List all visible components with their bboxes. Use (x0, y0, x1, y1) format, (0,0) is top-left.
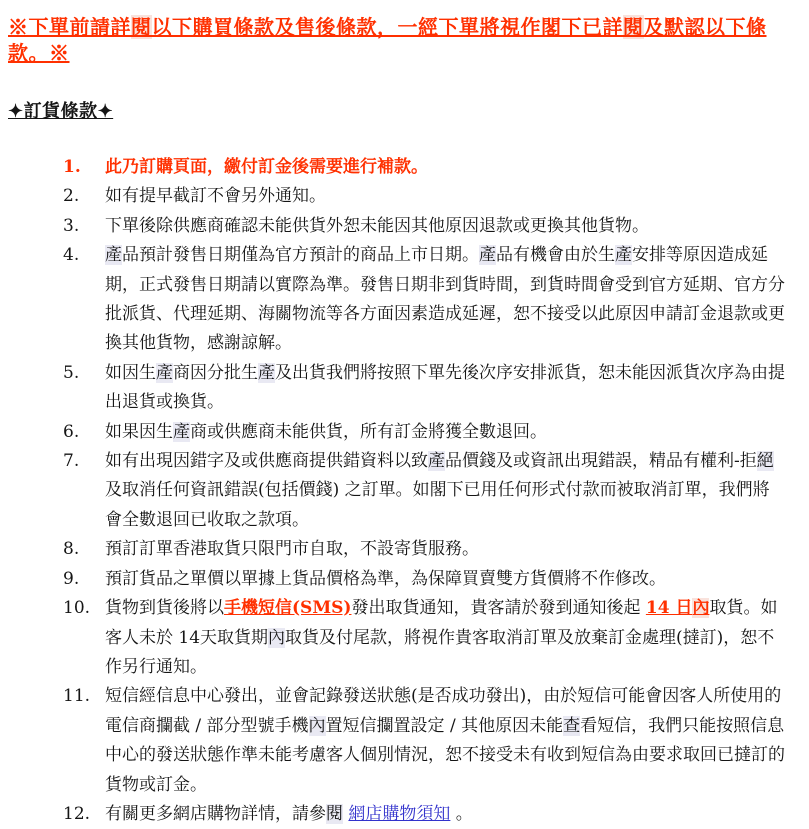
text-segment: 有關更多網店購物詳情，請參 (105, 803, 326, 824)
term-item-12 (8, 800, 799, 829)
text-segment: 如有出現因錯字及或供應商提供錯資料以致 (105, 451, 428, 472)
term-text (105, 422, 547, 442)
text-segment: 如因生 (105, 362, 156, 383)
text-segment: 品預計發售日期僅為官方預計的商品上市日期。 (122, 245, 479, 266)
text-segment: 產 (479, 245, 496, 266)
text-segment: 取貨。如客人未於 14天取貨期 (105, 598, 778, 648)
term-text (105, 598, 777, 677)
text-segment: 置短信攔置設定 / 其他原因未能 (325, 715, 564, 736)
term-number: 5. (63, 362, 80, 383)
term-text (105, 216, 649, 236)
text-segment: 查 (563, 715, 581, 736)
term-item-7 (8, 447, 799, 535)
term-item-6 (8, 418, 799, 447)
term-item-1 (8, 153, 799, 182)
text-segment: 產 (258, 362, 275, 383)
text-segment: 內 (268, 627, 286, 648)
text-segment: 產 (105, 245, 122, 266)
term-number: 2. (63, 186, 80, 207)
term-text (105, 157, 428, 177)
text-segment: 取貨及付尾款，將視作貴客取消訂單及放棄訂金處理(撻訂)，恕不作另行通知。 (105, 627, 775, 677)
term-text (105, 245, 785, 353)
term-number: 4. (63, 245, 80, 266)
text-segment: 及默認以下條款。※ (8, 15, 767, 65)
text-segment: 及取消任何資訊錯誤(包括價錢) 之訂單。如閣下已用任何形式付款而被取消訂單，我們將會全數退回已收取之款項。 (105, 480, 770, 530)
text-segment: 安排等原因造成延期，正式發售日期請以實際為準。發售日期非到貨時間，到貨時間會受到官方延期、官方分批派貨、代理延期、海關物流等各方面因素造成延遲，恕不接受以此原因申請訂金退款或更換其他貨物，感謝諒解。 (105, 245, 785, 354)
term-item-11 (8, 682, 799, 800)
term-item-2 (8, 182, 799, 211)
term-item-4 (8, 241, 799, 359)
section-title-text: ✦訂貨條款✦ (8, 101, 114, 122)
term-text (105, 539, 479, 559)
text-segment: 下單後除供應商確認未能供貨外恕未能因其他原因退款或更換其他貨物。 (105, 215, 649, 236)
text-segment: 商或供應商未能供貨，所有訂金將獲全數退回。 (190, 421, 547, 442)
term-text (105, 186, 326, 206)
term-text (105, 363, 785, 412)
text-segment: 14 日 (645, 598, 693, 619)
text-segment: 預訂訂單香港取貨只限門市自取，不設寄貨服務。 (105, 539, 479, 560)
term-number: 12. (63, 803, 91, 824)
text-segment: 產 (173, 421, 190, 442)
text-segment: 商因分批生 (173, 362, 258, 383)
text-segment: 產 (615, 245, 632, 266)
text-segment: ※下單前請詳 (8, 15, 131, 39)
text-segment: 以下購買條款及售後條款，一經下單將視作閣下已詳 (151, 15, 623, 39)
term-number: 11. (63, 686, 91, 707)
section-title-order-terms (8, 97, 799, 123)
text-segment: 發出取貨通知，貴客請於發到通知後起 (351, 598, 646, 619)
online-store-notice-link[interactable]: 網店購物須知 (348, 803, 451, 824)
text-segment: 手機短信(SMS) (224, 598, 352, 619)
term-text (105, 569, 666, 589)
term-number: 1. (63, 157, 81, 177)
term-item-3 (8, 212, 799, 241)
term-number: 7. (63, 451, 80, 472)
term-number: 3. (63, 215, 80, 236)
text-segment: 如果因生 (105, 421, 173, 442)
term-text (105, 451, 774, 530)
term-number: 8. (63, 539, 80, 560)
text-segment: 內 (308, 715, 326, 736)
text-segment: 閱 (131, 15, 152, 39)
text-segment: 此乃訂購頁面，繳付訂金後需要進行補款。 (105, 157, 428, 177)
text-segment: 絕 (756, 451, 774, 472)
text-segment: 內 (692, 598, 710, 619)
text-segment: 短信經信息中心發出，並會記錄發送狀態(是否成功發出)，由於短信可能會因客人所使用的電信商攔截 / 部分型號手機 (105, 686, 782, 736)
text-segment: 產 (156, 362, 173, 383)
text-segment: 產 (428, 451, 445, 472)
text-segment: 及出貨我們將按照下單先後次序安排派貨，恕未能因派貨次序為由提出退貨或換貨。 (105, 362, 785, 413)
term-item-8 (8, 535, 799, 564)
text-segment: 如有提早截訂不會另外通知。 (105, 186, 326, 207)
term-item-5 (8, 359, 799, 418)
text-segment: 預訂貨品之單價以單據上貨品價格為準，為保障買賣雙方貨價將不作修改。 (105, 568, 666, 589)
term-number: 10. (63, 598, 91, 619)
text-segment: 品價錢及或資訊出現錯誤，精品有權利-拒 (445, 451, 757, 472)
term-item-10 (8, 594, 799, 682)
text-segment: 閱 (326, 803, 343, 824)
term-number: 9. (63, 568, 80, 589)
text-segment: 看短信，我們只能按照信息中心的發送狀態作準未能考慮客人個別情況，恕不接受未有收到短信為由要求取回已撻訂的貨物或訂金。 (105, 715, 785, 795)
term-item-9 (8, 565, 799, 594)
text-segment: 貨物到貨後將以 (105, 598, 224, 619)
warning-header-text (8, 15, 767, 65)
terms-list (8, 153, 799, 829)
text-segment: 閱 (623, 15, 644, 39)
text-segment: 品有機會由於生 (496, 245, 615, 266)
term-text (105, 686, 785, 794)
term-text (105, 804, 473, 824)
text-segment: 。 (450, 803, 473, 824)
warning-header (8, 14, 799, 66)
term-number: 6. (63, 421, 80, 442)
